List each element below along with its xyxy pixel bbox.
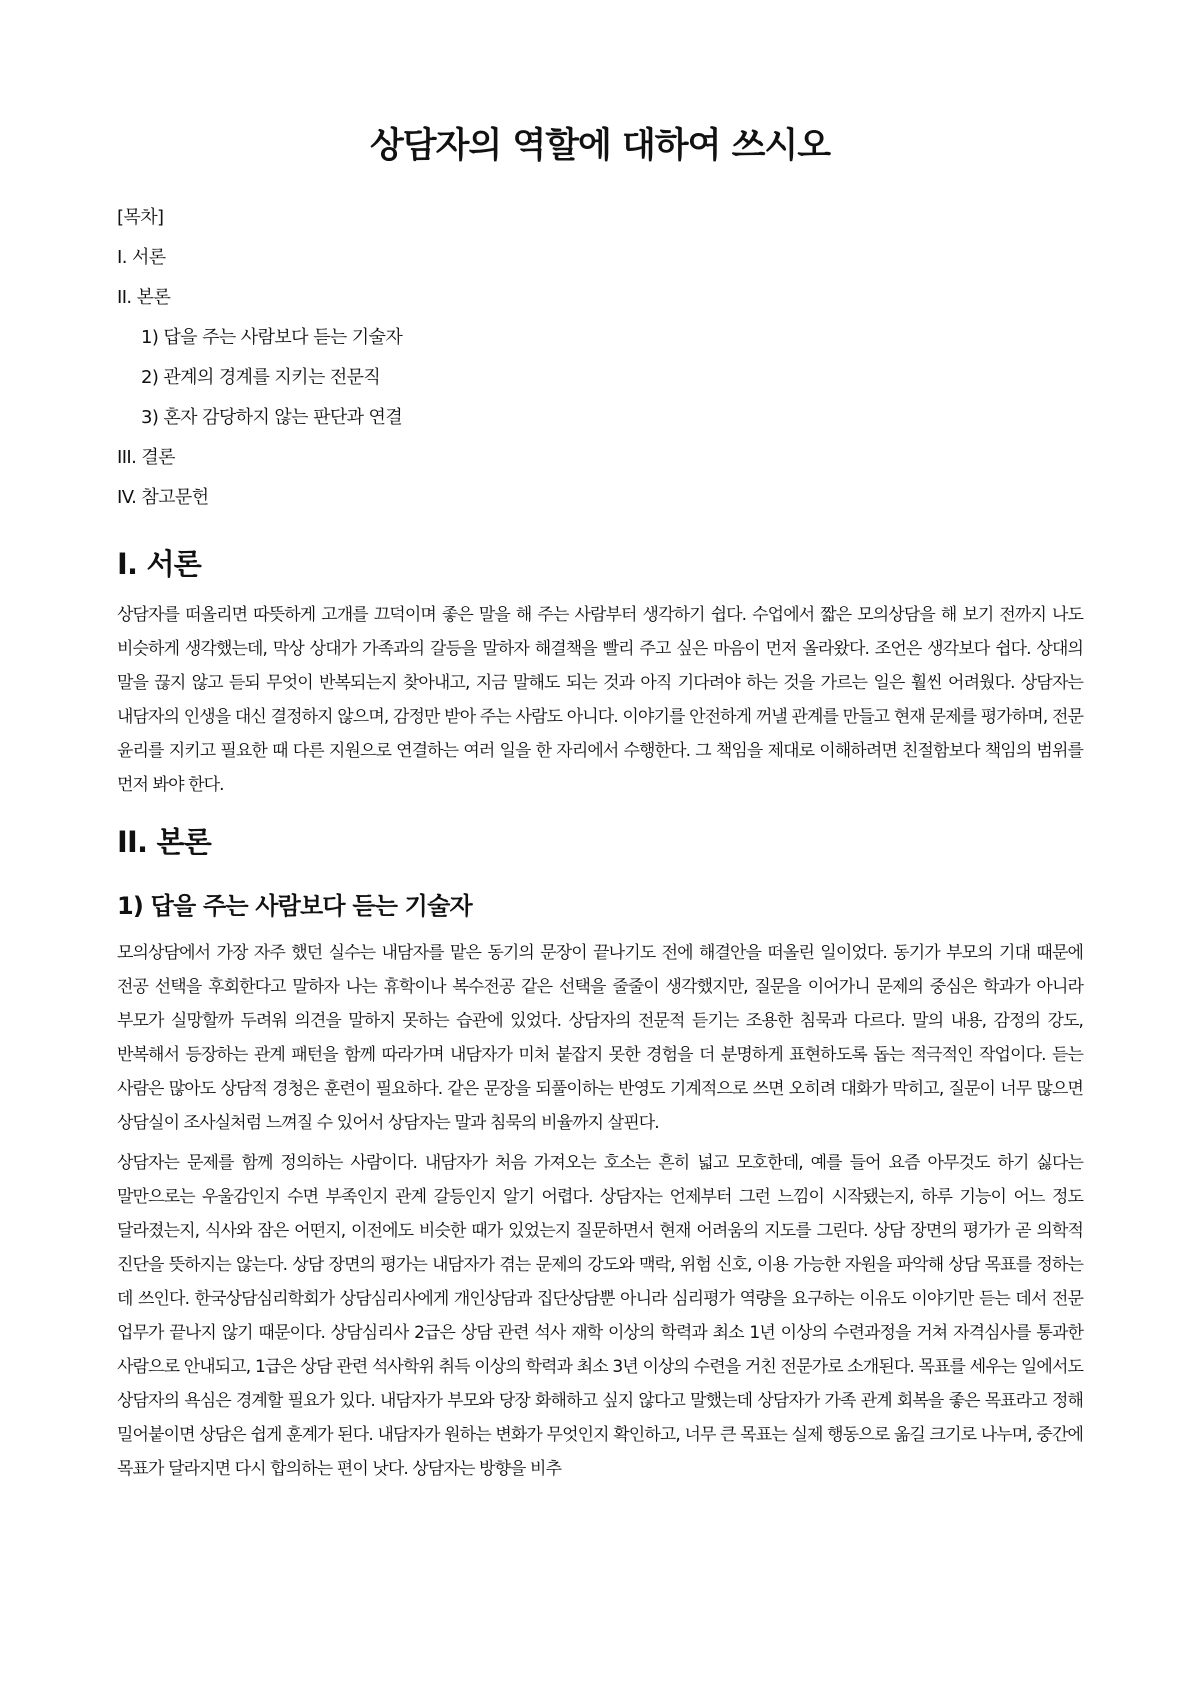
toc-list [117, 198, 1083, 518]
section-heading-body: II. 본론 [117, 825, 211, 859]
body-paragraph-1: 모의상담에서 가장 자주 했던 실수는 내담자를 맡은 동기의 문장이 끝나기도 전에 해결안을 떠올린 일이었다. 동기가 부모의 기대 때문에 전공 선택을 후회한다고 말하자 나는 휴학이나 복수전공 같은 선택을 줄줄이 생각했지만, 질문을 이어가니 문제의 중심은 학과가 아니라 부모가 실망할까 두려워 의견을 말하지 못하는 습관에 있었다. 상담자의 전문적 듣기는 조용한 침묵과 다르다. 말의 내용, 감정의 강도, 반복해서 등장하는 관계 패턴을 함께 따라가며 내담자가 미처 붙잡지 못한 경험을 더 분명하게 표현하도록 돕는 적극적인 작업이다. 듣는 사람은 많아도 상담적 경청은 훈련이 필요하다. 같은 문장을 되풀이하는 반영도 기계적으로 쓰면 오히려 대화가 막히고, 질문이 너무 많으면 상담실이 조사실처럼 느껴질 수 있어서 상담자는 말과 침묵의 비율까지 살핀다. [117, 943, 1083, 1133]
toc-item-body-1: 1) 답을 주는 사람보다 듣는 기술자 [141, 327, 403, 348]
subsection-heading-1: 1) 답을 주는 사람보다 듣는 기술자 [117, 892, 472, 920]
body-paragraph-2: 상담자는 문제를 함께 정의하는 사람이다. 내담자가 처음 가져오는 호소는 흔히 넓고 모호한데, 예를 들어 요즘 아무것도 하기 싫다는 말만으로는 우울감인지 수면 부족인지 관계 갈등인지 알기 어렵다. 상담자는 언제부터 그런 느낌이 시작됐는지, 하루 기능이 어느 정도 달라졌는지, 식사와 잠은 어떤지, 이전에도 비슷한 때가 있었는지 질문하면서 현재 어려움의 지도를 그린다. 상담 장면의 평가가 곧 의학적 진단을 뜻하지는 않는다. 상담 장면의 평가는 내담자가 겪는 문제의 강도와 맥락, 위험 신호, 이용 가능한 자원을 파악해 상담 목표를 정하는 데 쓰인다. 한국상담심리학회가 상담심리사에게 개인상담과 집단상담뿐 아니라 심리평가 역량을 요구하는 이유도 이야기만 듣는 데서 전문 업무가 끝나지 않기 때문이다. 상담심리사 2급은 상담 관련 석사 재학 이상의 학력과 최소 1년 이상의 수련과정을 거쳐 자격심사를 통과한 사람으로 안내되고, 1급은 상담 관련 석사학위 취득 이상의 학력과 최소 3년 이상의 수련을 거친 전문가로 소개된다. 목표를 세우는 일에서도 상담자의 욕심은 경계할 필요가 있다. 내담자가 부모와 당장 화해하고 싶지 않다고 말했는데 상담자가 가족 관계 회복을 좋은 목표라고 정해 밀어붙이면 상담은 쉽게 훈계가 된다. 내담자가 원하는 변화가 무엇인지 확인하고, 너무 큰 목표는 실제 행동으로 옮길 크기로 나누며, 중간에 목표가 달라지면 다시 합의하는 편이 낫다. 상담자는 방향을 비추 [117, 1153, 1083, 1479]
toc-item-intro: I. 서론 [117, 247, 166, 268]
toc-item-body: II. 본론 [117, 287, 171, 308]
document-title: 상담자의 역할에 대하여 쓰시오 [369, 126, 831, 166]
section-body [117, 820, 1083, 1486]
toc-item-body-2: 2) 관계의 경계를 지키는 전문직 [141, 367, 381, 388]
section-intro [117, 542, 1083, 802]
table-of-contents [117, 198, 1083, 518]
toc-item-body-3: 3) 혼자 감당하지 않는 판단과 연결 [141, 407, 403, 428]
toc-item-conclusion: III. 결론 [117, 447, 175, 468]
intro-paragraph: 상담자를 떠올리면 따뜻하게 고개를 끄덕이며 좋은 말을 해 주는 사람부터 생각하기 쉽다. 수업에서 짧은 모의상담을 해 보기 전까지 나도 비슷하게 생각했는데, 막상 상대가 가족과의 갈등을 말하자 해결책을 빨리 주고 싶은 마음이 먼저 올라왔다. 조언은 생각보다 쉽다. 상대의 말을 끊지 않고 듣되 무엇이 반복되는지 찾아내고, 지금 말해도 되는 것과 아직 기다려야 하는 것을 가르는 일은 훨씬 어려웠다. 상담자는 내담자의 인생을 대신 결정하지 않으며, 감정만 받아 주는 사람도 아니다. 이야기를 안전하게 꺼낼 관계를 만들고 현재 문제를 평가하며, 전문 윤리를 지키고 필요한 때 다른 지원으로 연결하는 여러 일을 한 자리에서 수행한다. 그 책임을 제대로 이해하려면 친절함보다 책임의 범위를 먼저 봐야 한다. [117, 605, 1083, 795]
toc-heading: [목차] [117, 207, 164, 228]
toc-item-references: IV. 참고문헌 [117, 487, 209, 508]
section-heading-intro: I. 서론 [117, 547, 201, 581]
